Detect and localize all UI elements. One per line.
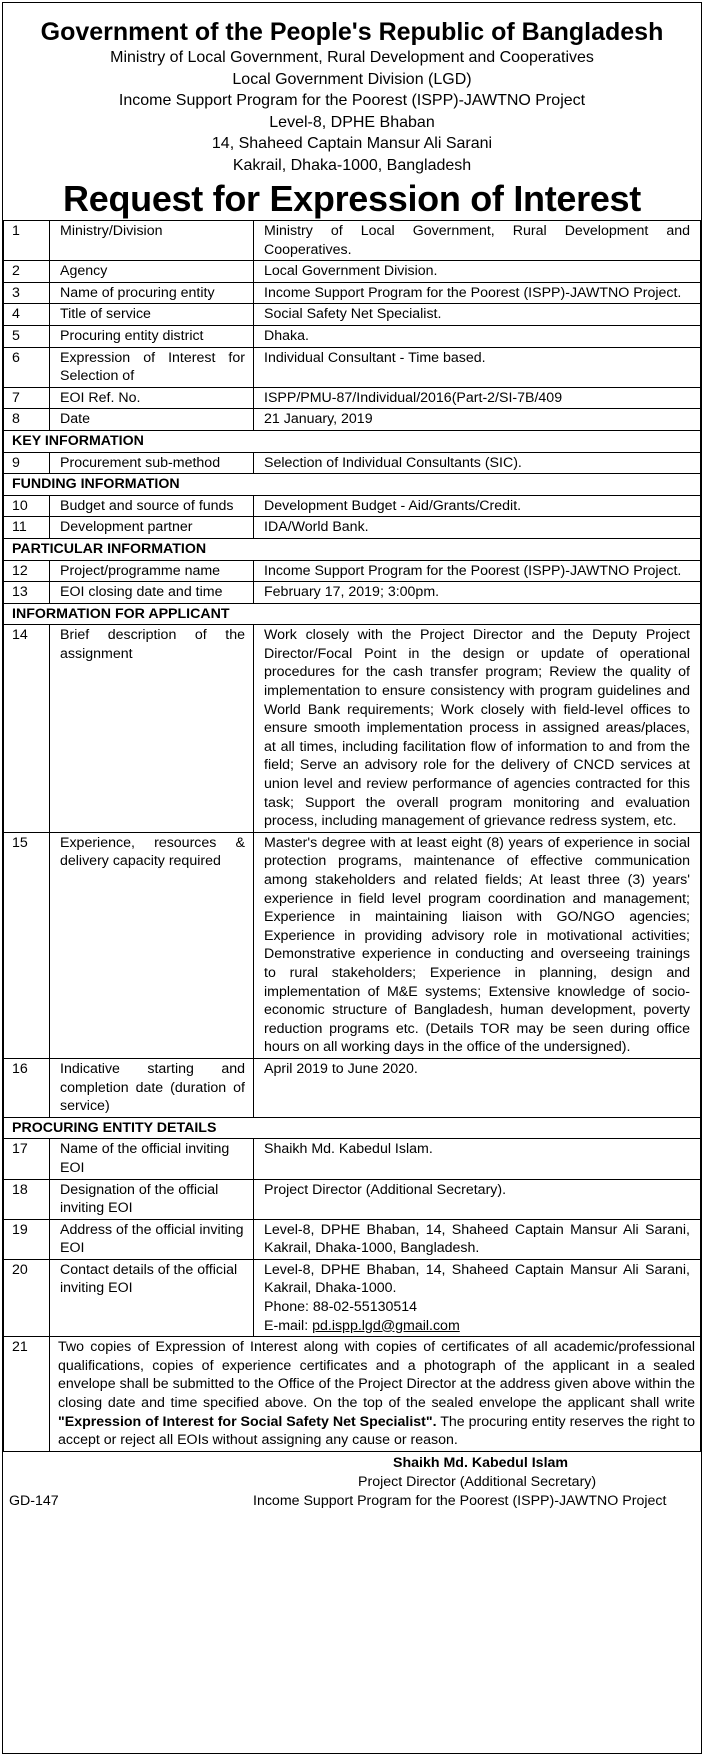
row-number: 5 [4,325,50,347]
row-label: Date [50,409,254,431]
row-value: Social Safety Net Specialist. [254,304,701,326]
section-header-row [4,430,701,452]
table-row [4,387,701,409]
row-label: Name of the official inviting EOI [50,1139,254,1179]
table-row [4,1337,701,1452]
row-label: Experience, resources & delivery capacity required [50,832,254,1058]
row-label: Budget and source of funds [50,495,254,517]
row-number: 11 [4,517,50,539]
row-value: ISPP/PMU-87/Individual/2016(Part-2/SI-7B/409 [254,387,701,409]
row-label: Expression of Interest for Selection of [50,347,254,387]
row-value: Shaikh Md. Kabedul Islam. [254,1139,701,1179]
eoi-notice [2,2,702,1754]
row-value: Dhaka. [254,325,701,347]
row-number: 14 [4,625,50,833]
signatory-name: Shaikh Md. Kabedul Islam [393,1454,569,1471]
row-number: 10 [4,495,50,517]
table-row [4,409,701,431]
division-name: Local Government Division (LGD) [232,70,472,88]
table-row [4,452,701,474]
table-row [4,582,701,604]
row-value: April 2019 to June 2020. [254,1058,701,1117]
address-street: 14, Shaheed Captain Mansur Ali Sarani [211,135,493,152]
contact-details [254,1259,701,1336]
contact-address: Level-8, DPHE Bhaban, 14, Shaheed Captain Mansur Ali Sarani, Kakrail, Dhaka-1000. [264,1261,690,1297]
row-value: Master's degree with at least eight (8) years of experience in social protection programs, maintenance of effective communication among stakeholders and related fields; At least three (3) years' experience in field level program coordination and management; Experience in maintaining liaison with GO/NGO agencies; Experience in providing advisory role in motivational activities; Demonstrative experience in conducting and overseeing trainings to rural stakeholders; Experience in planning, design and implementation of M&E systems; Extensive knowledge of socio-economic structure of Bangladesh, human development, poverty reduction programs etc. (Details TOR may be seen during office hours on all working days in the office of the undersigned). [254,832,701,1058]
row-label: EOI closing date and time [50,582,254,604]
row-value: February 17, 2019; 3:00pm. [254,582,701,604]
email-label: E-mail: [264,1317,313,1334]
table-row [4,282,701,304]
table-row [4,1139,701,1179]
signatory-designation: Project Director (Additional Secretary) [358,1473,597,1490]
table-row [4,1219,701,1259]
row-value: Work closely with the Project Director and the Deputy Project Director/Focal Point in the design or update of operational procedures for the cash transfer program; Review the quality of implementation to ensure consistency with program guidelines and World Bank requirements; Work closely with field-level offices to ensure smooth implementation process in assigned areas/places, at all times, including facilitation flow of information to and from the field; Serve an advisory role for the delivery of CNCD services at union level and review performance of agencies contracted for this task; Support the overall program monitoring and evaluation process, including management of grievance redress system, etc. [254,625,701,833]
row-label: Contact details of the official inviting EOI [50,1259,254,1336]
table-row [4,325,701,347]
row-number: 17 [4,1139,50,1179]
row-label: Agency [50,261,254,283]
row-value: Selection of Individual Consultants (SIC). [254,452,701,474]
program-name: Income Support Program for the Poorest (ISPP)-JAWTNO Project [118,92,586,109]
row-number: 7 [4,387,50,409]
notice-header [3,3,701,220]
row-label: Development partner [50,517,254,539]
row-value: Income Support Program for the Poorest (ISPP)-JAWTNO Project. [254,560,701,582]
row-value: Income Support Program for the Poorest (ISPP)-JAWTNO Project. [254,282,701,304]
section-key-information: KEY INFORMATION [4,430,701,452]
row-number: 13 [4,582,50,604]
row-number: 16 [4,1058,50,1117]
contact-email-line [264,1317,690,1336]
row-value: Project Director (Additional Secretary). [254,1179,701,1219]
table-row [4,625,701,833]
row-value: Development Budget - Aid/Grants/Credit. [254,495,701,517]
table-row [4,1179,701,1219]
row-number: 9 [4,452,50,474]
table-row [4,1259,701,1336]
section-particular-information: PARTICULAR INFORMATION [4,538,701,560]
instructions-text-end: The procuring entity reserves the right to accept or reject all EOIs without assigning any cause or reason. [58,1413,695,1449]
eoi-table [3,220,701,1452]
section-header-row [4,1117,701,1139]
address-level: Level-8, DPHE Bhaban [269,113,435,131]
signature-block [3,1452,701,1512]
row-value: Ministry of Local Government, Rural Development and Cooperatives. [254,221,701,261]
table-row [4,560,701,582]
table-row [4,495,701,517]
table-row [4,517,701,539]
row-value: IDA/World Bank. [254,517,701,539]
row-label: Ministry/Division [50,221,254,261]
row-number: 8 [4,409,50,431]
row-number: 6 [4,347,50,387]
section-information-for-applicant: INFORMATION FOR APPLICANT [4,603,701,625]
table-row [4,1058,701,1117]
row-label: Designation of the official inviting EOI [50,1179,254,1219]
submission-instructions [50,1337,701,1452]
row-value: Level-8, DPHE Bhaban, 14, Shaheed Captain Mansur Ali Sarani, Kakrail, Dhaka-1000, Bangladesh. [254,1219,701,1259]
row-number: 15 [4,832,50,1058]
row-value: 21 January, 2019 [254,409,701,431]
row-label: Title of service [50,304,254,326]
row-label: Indicative starting and completion date (duration of service) [50,1058,254,1117]
section-header-row [4,538,701,560]
row-value: Individual Consultant - Time based. [254,347,701,387]
row-value: Local Government Division. [254,261,701,283]
row-label: Name of procuring entity [50,282,254,304]
row-number: 12 [4,560,50,582]
section-header-row [4,603,701,625]
row-number: 2 [4,261,50,283]
page-title: Request for Expression of Interest [63,178,641,219]
section-header-row [4,474,701,496]
address-city: Kakrail, Dhaka-1000, Bangladesh [232,156,472,174]
contact-phone: Phone: 88-02-55130514 [264,1299,418,1316]
row-label: Procurement sub-method [50,452,254,474]
row-label: Procuring entity district [50,325,254,347]
row-number: 19 [4,1219,50,1259]
envelope-title: "Expression of Interest for Social Safety Net Specialist". [58,1413,437,1430]
table-row [4,347,701,387]
row-label: Brief description of the assignment [50,625,254,833]
row-label: Address of the official inviting EOI [50,1219,254,1259]
table-row [4,261,701,283]
row-number: 1 [4,221,50,261]
table-row [4,304,701,326]
table-row [4,221,701,261]
row-number: 4 [4,304,50,326]
row-label: Project/programme name [50,560,254,582]
row-number: 21 [4,1337,50,1452]
section-procuring-entity-details: PROCURING ENTITY DETAILS [4,1117,701,1139]
instructions-text: Two copies of Expression of Interest along with copies of certificates of all academic/professional qualifications, copies of experience certificates and a photograph of the applicant in a sealed envelope shall be submitted to the Office of the Project Director at the address given above within the closing date and time specified above. On the top of the sealed envelope the applicant shall write [58,1339,695,1412]
email-link[interactable]: pd.ispp.lgd@gmail.com [312,1317,460,1334]
signatory-program: Income Support Program for the Poorest (ISPP)-JAWTNO Project [253,1492,667,1509]
table-row [4,832,701,1058]
ministry-name: Ministry of Local Government, Rural Development and Cooperatives [110,49,594,66]
section-funding-information: FUNDING INFORMATION [4,474,701,496]
row-number: 18 [4,1179,50,1219]
government-name: Government of the People's Republic of Bangladesh [40,18,664,46]
row-label: EOI Ref. No. [50,387,254,409]
row-number: 3 [4,282,50,304]
row-number: 20 [4,1259,50,1336]
gd-number: GD-147 [9,1492,59,1509]
